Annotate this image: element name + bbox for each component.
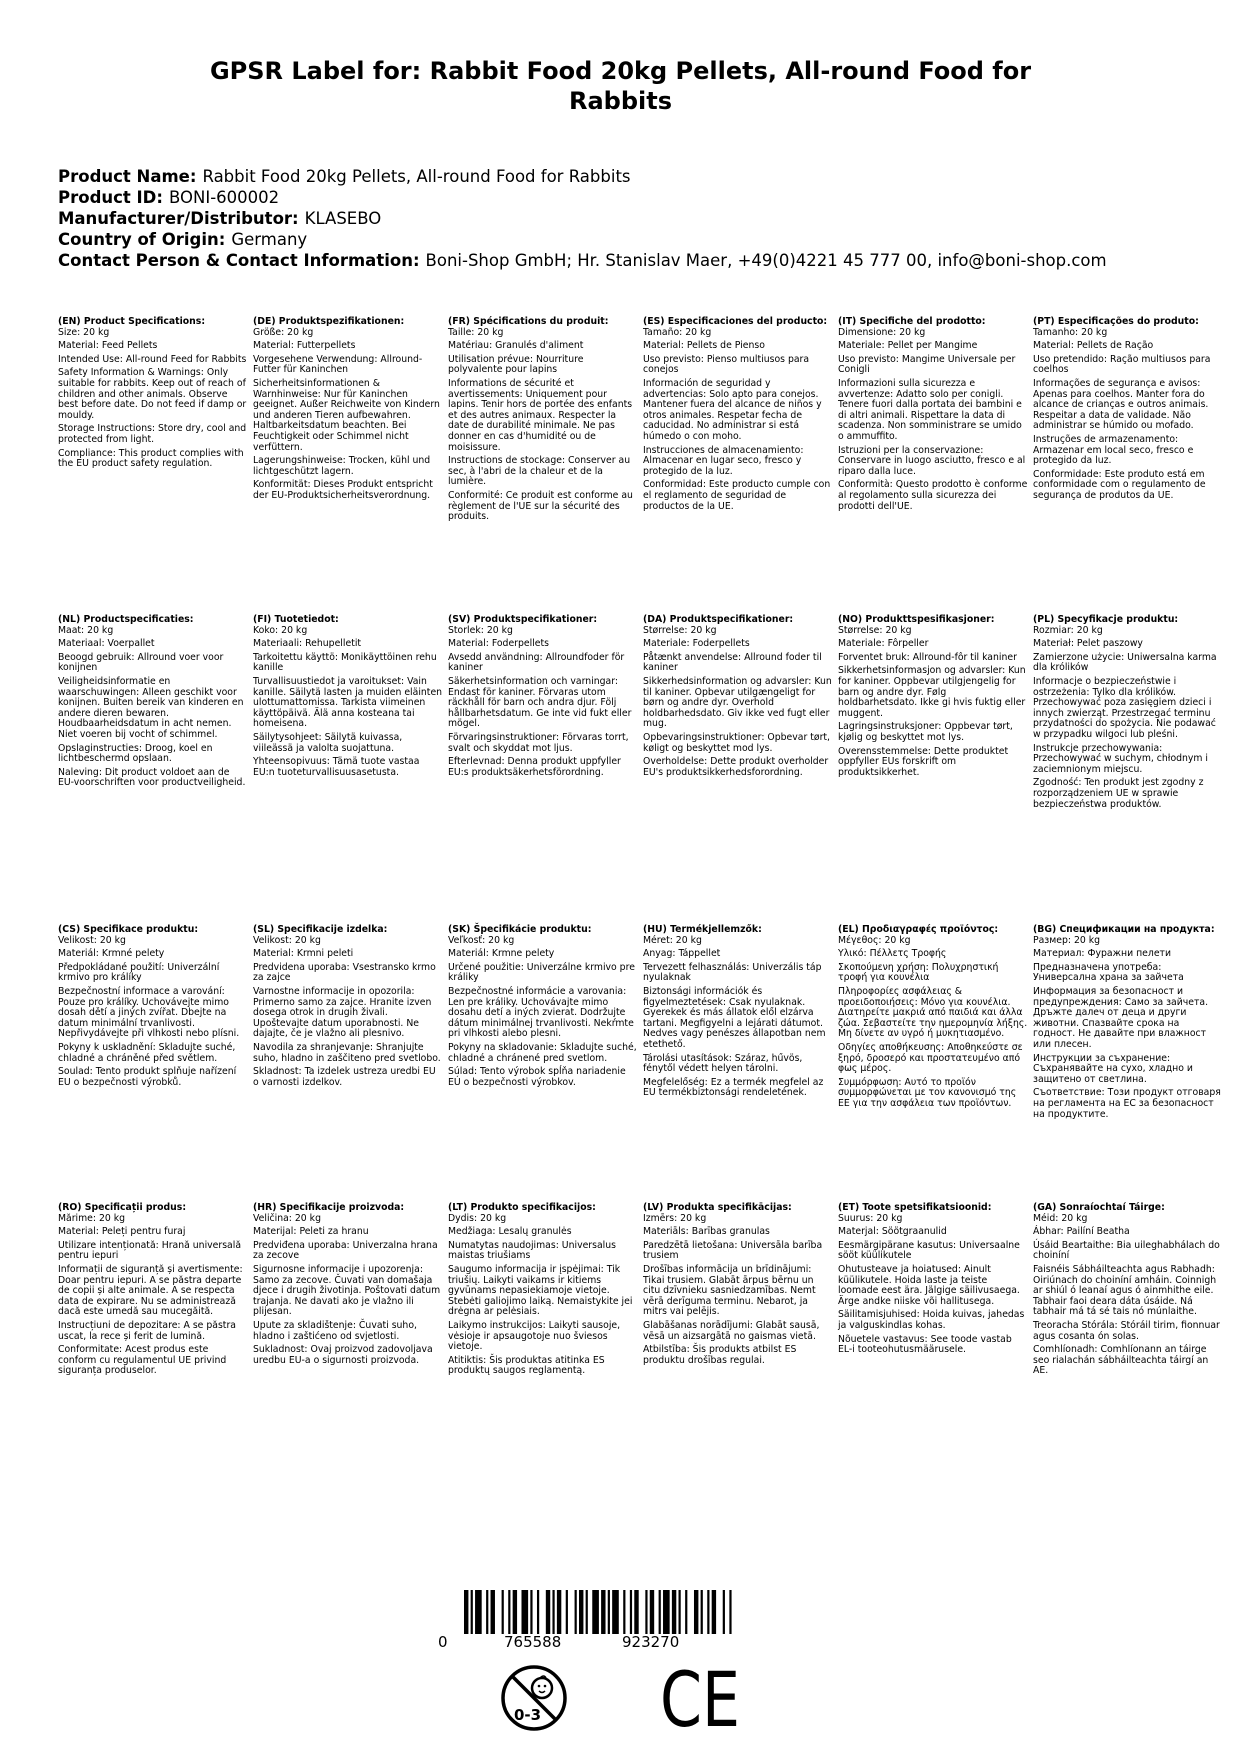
spec-section — [643, 1203, 833, 1369]
spec-item: Utilizare intenționată: Hrană universală pentru iepuri — [58, 1239, 242, 1262]
spec-section-heading: (NL) Productspecificaties: — [58, 614, 194, 625]
spec-item: Sikkerhedsinformation og advarsler: Kun til kaniner. Opbevar utilgængeligt for børn og andre dyr. Overhold holdbarhedsdato. Giv ikke ved fugt eller mug. — [643, 675, 832, 730]
spec-section — [253, 615, 443, 781]
spec-item: Información de seguridad y advertencias: Solo apto para conejos. Mantener fuera del alcance de niños y otros animales. Respetar fecha de caducidad. No administrar si está húmedo o con moho. — [643, 377, 822, 442]
spec-item: Atbilstība: Šis produkts atbilst ES produktu drošības regulai. — [643, 1344, 797, 1366]
spec-item: Materiale: Fôrpeller — [838, 638, 929, 650]
spec-item: Säkerhetsinformation och varningar: Endast för kaniner. Förvaras utom räckhåll för barn och andra djur. Följ hållbarhetsdatum. Ge inte vid fukt eller mögel. — [448, 675, 632, 730]
spec-item: Predviđena uporaba: Univerzalna hrana za zecove — [253, 1239, 438, 1262]
spec-item: Uso previsto: Pienso multiusos para conejos — [643, 353, 810, 376]
spec-item: Bezpečnostné informácie a varovania: Len pre králiky. Uchovávajte mimo dosahu detí a iných zvierat. Dodržujte dátum minimálnej trvanlivosti. Nekŕmte pri vlhkosti alebo plesni. — [448, 985, 634, 1040]
spec-item: Uso pretendido: Ração multiusos para coelhos — [1033, 353, 1211, 376]
info-row-contact: Contact Person & Contact Information: Boni-Shop GmbH; Hr. Stanislav Maer, +49(0)4221 45 777 00, info@boni-shop.com — [58, 251, 1107, 270]
spec-item: Größe: 20 kg — [253, 326, 314, 338]
spec-item: Size: 20 kg — [58, 326, 110, 338]
spec-item: Lagringsinstruksjoner: Oppbevar tørt, kjølig og beskyttet mot lys. — [838, 721, 1013, 743]
spec-section-heading: (LV) Produkta specifikācijas: — [643, 1202, 792, 1213]
spec-item: Zgodność: Ten produkt jest zgodny z rozporządzeniem UE w sprawie bezpieczeństwa produktów. — [1033, 777, 1204, 810]
spec-item: Informacje o bezpieczeństwie i ostrzeżenia: Tylko dla królików. Przechowywać poza zasięgiem dzieci i innych zwierząt. Przestrzegać terminu przydatności do spożycia. Nie podawać w przypadku wilgoci lub pleśni. — [1033, 675, 1216, 740]
barcode — [438, 1590, 748, 1652]
spec-section-heading: (SL) Specifikacije izdelka: — [253, 924, 388, 935]
spec-item: Numatytas naudojimas: Universalus maistas triušiams — [448, 1239, 616, 1262]
spec-item: Opslaginstructies: Droog, koel en lichtbeschermd opslaan. — [58, 742, 213, 765]
spec-section — [838, 317, 1028, 515]
spec-section-heading: (PL) Specyfikacje produktu: — [1033, 614, 1179, 625]
spec-item: Materjal: Söötgraanulid — [838, 1226, 947, 1238]
spec-section — [253, 1203, 443, 1369]
spec-item: Conformità: Questo prodotto è conforme al regolamento sulla sicurezza dei prodotti dell'UE. — [838, 479, 1028, 512]
spec-item: Forventet bruk: Allround-fôr til kaniner — [838, 651, 1017, 663]
spec-item: Faisnéis Sábháilteachta agus Rabhadh: Oiriúnach do choiníní amháin. Coinnigh ar shiúl ó leanaí agus ó ainmhithe eile. Tabhair faoi deara dáta úsáide. Ná tabhair má tá sé tais nó múnlaithe. — [1033, 1263, 1217, 1318]
spec-item: Treoracha Stórála: Stóráil tirim, fionnuar agus cosanta ón solas. — [1033, 1319, 1220, 1342]
spec-item: Velikost: 20 kg — [253, 934, 321, 946]
spec-item: Overholdelse: Dette produkt overholder EU's produktsikkerhedsforordning. — [643, 756, 829, 778]
spec-item: Säilitamisjuhised: Hoida kuivas, jahedas ja valguskindlas kohas. — [838, 1309, 1025, 1331]
spec-item: Navodila za shranjevanje: Shranjujte suho, hladno in zaščiteno pred svetlobo. — [253, 1041, 441, 1064]
spec-item: Soulad: Tento produkt splňuje nařízení EU o bezpečnosti výrobků. — [58, 1066, 237, 1088]
spec-item: Informações de segurança e avisos: Apenas para coelhos. Manter fora do alcance de crianças e outros animais. Respeitar a data de validade. Não administrar se húmido ou mofado. — [1033, 377, 1209, 432]
spec-section-heading: (ET) Toote spetsifikatsioonid: — [838, 1202, 992, 1213]
spec-item: Materiál: Krmne pelety — [448, 948, 555, 960]
spec-item: Opbevaringsinstruktioner: Opbevar tørt, køligt og beskyttet mod lys. — [643, 731, 830, 754]
spec-item: Conformidad: Este producto cumple con el reglamento de seguridad de productos de la UE. — [643, 479, 831, 512]
spec-item: Veiligheidsinformatie en waarschuwingen: Alleen geschikt voor konijnen. Buiten bereik van kinderen en andere dieren bewaren. Houdbaarheidsdatum in acht nemen. Niet voeren bij vocht of schimmel. — [58, 675, 244, 740]
spec-item: Οδηγίες αποθήκευσης: Αποθηκεύστε σε ξηρό, δροσερό και προστατευμένο από φως μέρος. — [838, 1041, 1023, 1075]
spec-item: Instrukcje przechowywania: Przechowywać w suchym, chłodnym i zaciemnionym miejscu. — [1033, 742, 1209, 775]
spec-section-heading: (FR) Spécifications du produit: — [448, 316, 609, 327]
spec-section — [1033, 615, 1223, 813]
spec-section — [448, 615, 638, 781]
spec-item: Материал: Фуражни пелети — [1033, 948, 1171, 960]
spec-item: Предназначена употреба: Универсална храна за зайчета — [1033, 961, 1184, 984]
spec-section-heading: (HR) Specifikacije proizvoda: — [253, 1202, 405, 1213]
spec-item: Avsedd användning: Allroundfoder för kaniner — [448, 651, 625, 674]
spec-item: Πληροφορίες ασφάλειας & προειδοποιήσεις: Μόνο για κουνέλια. Διατηρείτε μακριά από παιδιά και άλλα ζώα. Σεβαστείτε την ημερομηνία λήξης. Μη δίνετε αν υγρό ή μυκητιασμένο. — [838, 985, 1028, 1040]
spec-item: Ohutusteave ja hoiatused: Ainult küülikutele. Hoida laste ja teiste loomade eest ära. Jälgige säilivusaega. Ärge andke niiske või hallitusega. — [838, 1263, 1020, 1307]
spec-item: Ábhar: Pailíní Beatha — [1033, 1226, 1130, 1238]
spec-item: Naleving: Dit product voldoet aan de EU-voorschriften voor productveiligheid. — [58, 766, 246, 789]
spec-section — [838, 925, 1028, 1113]
spec-item: Suurus: 20 kg — [838, 1212, 903, 1224]
spec-section-heading: (EL) Προδιαγραφές προϊόντος: — [838, 924, 999, 935]
spec-item: Tamaño: 20 kg — [643, 326, 712, 338]
spec-item: Intended Use: All-round Feed for Rabbits — [58, 353, 247, 365]
spec-item: Materiál: Krmné pelety — [58, 948, 165, 960]
spec-item: Säilytysohjeet: Säilytä kuivassa, viileässä ja valolta suojattuna. — [253, 731, 403, 754]
spec-section — [58, 615, 248, 792]
spec-item: Σκοπούμενη χρήση: Πολυχρηστική τροφή για κουνέλια — [838, 961, 999, 984]
spec-item: Zamierzone użycie: Uniwersalna karma dla królików — [1033, 651, 1217, 674]
spec-item: Informații de siguranță și avertismente: Doar pentru iepuri. A se păstra departe de copii și alte animale. A se respecta data de expirare. Nu se administrează dacă este umedă sau mucegăită. — [58, 1263, 243, 1318]
spec-item: Информация за безопасност и предупреждения: Само за зайчета. Дръжте далеч от деца и други животни. Спазвайте срока на годност. Не давайте при влажност или плесен. — [1033, 985, 1209, 1050]
spec-section — [58, 1203, 248, 1380]
spec-item: Størrelse: 20 kg — [643, 624, 717, 636]
spec-item: Lagerungshinweise: Trocken, kühl und lichtgeschützt lagern. — [253, 455, 431, 477]
barcode-bars — [464, 1590, 736, 1634]
spec-section-heading: (PT) Especificações do produto: — [1033, 316, 1199, 327]
spec-item: Tervezett felhasználás: Univerzális táp nyulaknak — [643, 961, 822, 984]
spec-section-heading: (SK) Špecifikácie produktu: — [448, 924, 592, 935]
spec-item: Tamanho: 20 kg — [1033, 326, 1108, 338]
info-row-manufacturer: Manufacturer/Distributor: KLASEBO — [58, 209, 382, 228]
spec-item: Material: Feed Pellets — [58, 340, 158, 352]
spec-section — [448, 925, 638, 1091]
spec-section-heading: (HU) Termékjellemzők: — [643, 924, 762, 935]
spec-item: Maat: 20 kg — [58, 624, 114, 636]
spec-section — [58, 317, 248, 473]
not-for-children-0-3-icon — [500, 1662, 568, 1736]
spec-item: Storlek: 20 kg — [448, 624, 513, 636]
spec-item: Eesmärgipärane kasutus: Universaalne sööt küülikutele — [838, 1239, 1020, 1262]
spec-item: Yhteensopivuus: Tämä tuote vastaa EU:n tuoteturvallisuusasetusta. — [253, 756, 420, 778]
spec-item: Materijal: Peleti za hranu — [253, 1226, 369, 1238]
spec-item: Matériau: Granulés d'aliment — [448, 340, 584, 352]
spec-item: Conformité: Ce produit est conforme au règlement de l'UE sur la sécurité des produits. — [448, 489, 633, 523]
spec-item: Material: Pellets de Ração — [1033, 340, 1154, 352]
spec-item: Drošības informācija un brīdinājumi: Tikai trusiem. Glabāt ārpus bērnu un citu dzīvnieku sasniedzamības. Nemt vērā derīguma terminu. Nebarot, ja mitrs vai pelējis. — [643, 1263, 816, 1318]
spec-item: Material: Pellets de Pienso — [643, 340, 765, 352]
spec-item: Konformität: Dieses Produkt entspricht der EU-Produktsicherheitsverordnung. — [253, 479, 433, 501]
spec-section-heading: (LT) Produkto specifikacijos: — [448, 1202, 596, 1213]
spec-section-heading: (NO) Produkttspesifikasjoner: — [838, 614, 995, 625]
spec-item: Medžiaga: Lesalų granulės — [448, 1226, 572, 1238]
spec-item: Paredzētā lietošana: Universāla barība trusiem — [643, 1239, 823, 1262]
spec-section — [448, 317, 638, 526]
spec-item: Material: Krmni peleti — [253, 948, 354, 960]
spec-section — [253, 317, 443, 505]
spec-item: Laikymo instrukcijos: Laikyti sausoje, vėsioje ir apsaugotoje nuo šviesos vietoje. — [448, 1319, 621, 1353]
spec-item: Vorgesehene Verwendung: Allround-Futter für Kaninchen — [253, 353, 423, 376]
spec-section — [1033, 925, 1223, 1123]
spec-item: Upute za skladištenje: Čuvati suho, hladno i zaštićeno od svjetlosti. — [253, 1319, 417, 1342]
info-row-country: Country of Origin: Germany — [58, 230, 308, 249]
spec-item: Material: Futterpellets — [253, 340, 356, 352]
spec-section — [1033, 1203, 1223, 1380]
spec-item: Varnostne informacije in opozorila: Primerno samo za zajce. Hranite izven dosega otrok in drugih živali. Upoštevajte datum uporabnosti. Ne dajajte, če je vlažno ali plesnivo. — [253, 985, 432, 1040]
spec-section — [1033, 317, 1223, 505]
spec-item: Informations de sécurité et avertissements: Uniquement pour lapins. Tenir hors de portée des enfants et des autres animaux. Respecter la date de durabilité minimale. Ne pas donner en cas d'humidité ou de moisissure. — [448, 377, 633, 453]
spec-item: Uso previsto: Mangime Universale per Conigli — [838, 353, 1016, 376]
spec-item: Съответствие: Този продукт отговаря на регламента на ЕС за безопасност на продуктите. — [1033, 1087, 1221, 1120]
spec-item: Dydis: 20 kg — [448, 1212, 507, 1224]
spec-section — [253, 925, 443, 1091]
spec-item: Инструкции за съхранение: Съхранявайте на сухо, хладно и защитено от светлина. — [1033, 1052, 1193, 1085]
svg-text:CE: CE — [660, 1655, 740, 1744]
barcode-digits-mid: 765588 — [504, 1633, 562, 1651]
spec-item: Méret: 20 kg — [643, 934, 702, 946]
spec-item: Velikost: 20 kg — [58, 934, 126, 946]
spec-item: Turvallisuustiedot ja varoitukset: Vain kanille. Säilytä lasten ja muiden eläinten ulottumattomissa. Tarkista viimeinen käyttöpäivä. Älä anna kosteana tai homeisena. — [253, 675, 443, 730]
spec-section-heading: (SV) Produktspecifikationer: — [448, 614, 598, 625]
spec-item: Sigurnosne informacije i upozorenja: Samo za zecove. Čuvati van domašaja djece i drugih životinja. Poštovati datum trajanja. Ne davati ako je vlažno ili plijesan. — [253, 1263, 441, 1318]
spec-item: Tarkoitettu käyttö: Monikäyttöinen rehu kanille — [253, 651, 437, 674]
spec-item: Izmērs: 20 kg — [643, 1212, 707, 1224]
info-row-product-name: Product Name: Rabbit Food 20kg Pellets, All-round Food for Rabbits — [58, 167, 631, 186]
spec-item: Materiale: Pellet per Mangime — [838, 340, 978, 352]
spec-item: Beoogd gebruik: Allround voer voor konijnen — [58, 651, 224, 674]
info-row-product-id: Product ID: BONI-600002 — [58, 188, 280, 207]
spec-item: Påtænkt anvendelse: Allround foder til kaniner — [643, 651, 822, 674]
spec-item: Atitiktis: Šis produktas atitinka ES produktų saugos reglamentą. — [448, 1354, 605, 1377]
barcode-digit-left: 0 — [438, 1633, 448, 1651]
spec-item: Material: Peleți pentru furaj — [58, 1226, 186, 1238]
spec-item: Materiaali: Rehupelletit — [253, 638, 362, 650]
spec-section-heading: (ES) Especificaciones del producto: — [643, 316, 828, 327]
svg-text:0-3: 0-3 — [514, 1706, 542, 1724]
spec-item: Materiāls: Barības granulas — [643, 1226, 770, 1238]
spec-section — [838, 1203, 1028, 1359]
spec-item: Instrucțiuni de depozitare: A se păstra uscat, la rece și ferit de lumină. — [58, 1319, 236, 1342]
spec-item: Pokyny k uskladnění: Skladujte suché, chladné a chráněné před světlem. — [58, 1041, 236, 1064]
spec-item: Dimensione: 20 kg — [838, 326, 926, 338]
spec-item: Rozmiar: 20 kg — [1033, 624, 1103, 636]
spec-item: Υλικό: Πέλλετς Τροφής — [838, 948, 947, 960]
spec-item: Safety Information & Warnings: Only suitable for rabbits. Keep out of reach of children and other animals. Observe best before date. Do not feed if damp or mouldy. — [58, 367, 247, 421]
spec-item: Súlad: Tento výrobok spĺňa nariadenie EÚ o bezpečnosti výrobkov. — [448, 1066, 626, 1088]
spec-item: Anyag: Táppellet — [643, 948, 721, 960]
spec-item: Storage Instructions: Store dry, cool and protected from light. — [58, 423, 247, 445]
spec-section — [838, 615, 1028, 781]
spec-item: Размер: 20 kg — [1033, 934, 1101, 946]
spec-item: Conformidade: Este produto está em conformidade com o regulamento de segurança de produtos da UE. — [1033, 468, 1206, 501]
spec-item: Istruzioni per la conservazione: Conservare in luogo asciutto, fresco e al riparo dalla luce. — [838, 444, 1026, 477]
spec-item: Glabāšanas norādījumi: Glabāt sausā, vēsā un aizsargātā no gaismas vietā. — [643, 1319, 820, 1342]
spec-section-heading: (EN) Product Specifications: — [58, 316, 206, 327]
spec-section-heading: (GA) Sonraíochtaí Táirge: — [1033, 1202, 1165, 1213]
spec-item: Nõuetele vastavus: See toode vastab EL-i tooteohutusmäärusele. — [838, 1333, 1012, 1356]
spec-item: Förvaringsinstruktioner: Förvaras torrt, svalt och skyddat mot ljus. — [448, 731, 629, 754]
spec-item: Předpokládané použití: Univerzální krmivo pro králíky — [58, 961, 220, 984]
spec-item: Συμμόρφωση: Αυτό το προϊόν συμμορφώνεται με τον κανονισμό της ΕΕ για την ασφάλεια των προϊόντων. — [838, 1076, 1017, 1109]
spec-item: Úsáid Beartaithe: Bia uileghabhálach do choiníní — [1033, 1239, 1220, 1262]
spec-item: Bezpečnostní informace a varování: Pouze pro králíky. Uchovávejte mimo dosah dětí a jiných zvířat. Dbejte na datum minimální trvanlivosti. Nepřivydávejte při vlhkosti nebo plísni. — [58, 985, 240, 1040]
spec-item: Veličina: 20 kg — [253, 1212, 321, 1224]
spec-item: Predvidena uporaba: Vsestransko krmo za zajce — [253, 961, 436, 984]
spec-item: Instrucciones de almacenamiento: Almacenar en lugar seco, fresco y protegido de la luz. — [643, 444, 804, 477]
spec-item: Comhlíonadh: Comhlíonann an táirge seo rialachán sábháilteachta táirgí an AE. — [1033, 1344, 1209, 1377]
spec-item: Compliance: This product complies with the EU product safety regulation. — [58, 447, 244, 470]
spec-item: Sikkerhetsinformasjon og advarsler: Kun for kaniner. Oppbevar utilgjengelig for barn og andre dyr. Følg holdbarhetsdato. Ikke gi hvis fuktig eller muggent. — [838, 665, 1026, 719]
product-info — [58, 166, 1198, 271]
spec-item: Conformitate: Acest produs este conform cu regulamentul UE privind siguranța produselor. — [58, 1344, 227, 1377]
spec-item: Sicherheitsinformationen & Warnhinweise: Nur für Kaninchen geeignet. Außer Reichweite von Kindern und anderen Tieren aufbewahren. Haltbarkeitsdatum beachten. Bei Feuchtigkeit oder Schimmel nicht verfüttern. — [253, 377, 440, 453]
spec-section-heading: (FI) Tuotetiedot: — [253, 614, 339, 625]
spec-section — [58, 925, 248, 1091]
ce-mark-icon — [660, 1655, 742, 1744]
spec-section — [643, 615, 833, 781]
barcode-digits-right: 923270 — [622, 1633, 680, 1651]
spec-item: Skladnost: Ta izdelek ustreza uredbi EU o varnosti izdelkov. — [253, 1066, 436, 1088]
spec-item: Sukladnost: Ovaj proizvod zadovoljava uredbu EU-a o sigurnosti proizvoda. — [253, 1344, 433, 1366]
spec-item: Mărime: 20 kg — [58, 1212, 126, 1224]
spec-section-heading: (DE) Produktspezifikationen: — [253, 316, 405, 327]
spec-section-heading: (CS) Specifikace produktu: — [58, 924, 199, 935]
spec-item: Tárolási utasítások: Száraz, hűvös, fénytől védett helyen tárolni. — [643, 1052, 803, 1075]
spec-item: Materiale: Foderpellets — [643, 638, 750, 650]
spec-item: Materiaal: Voerpallet — [58, 638, 155, 650]
spec-section-heading: (RO) Specificații produs: — [58, 1202, 187, 1213]
spec-item: Méid: 20 kg — [1033, 1212, 1088, 1224]
spec-item: Overensstemmelse: Dette produktet oppfyller EUs forskrift om produktsikkerhet. — [838, 745, 1009, 778]
spec-item: Saugumo informacija ir įspėjimai: Tik triušių. Laikyti vaikams ir kitiems gyvūnams nepasiekiamoje vietoje. Stebėti galiojimo laiką. Nemaistykite jei drėgna ar pelėsiais. — [448, 1263, 633, 1318]
spec-item: Efterlevnad: Denna produkt uppfyller EU:s produktsäkerhetsförordning. — [448, 756, 621, 778]
spec-item: Koko: 20 kg — [253, 624, 308, 636]
spec-item: Instruções de armazenamento: Armazenar em local seco, fresco e protegido da luz. — [1033, 433, 1194, 467]
spec-item: Biztonsági információk és figyelmeztetések: Csak nyulaknak. Gyerekek és más állatok elől elzárva tartani. Megfigyelni a lejárati dátumot. Nedves vagy penészes állapotban nem etethető. — [643, 985, 826, 1050]
spec-item: Μέγεθος: 20 kg — [838, 934, 911, 946]
spec-item: Taille: 20 kg — [448, 326, 504, 338]
spec-item: Veľkosť: 20 kg — [448, 934, 515, 946]
spec-item: Určené použitie: Univerzálne krmivo pre králiky — [448, 961, 635, 984]
spec-section-heading: (BG) Спецификации на продукта: — [1033, 924, 1215, 935]
spec-item: Informazioni sulla sicurezza e avvertenze: Adatto solo per conigli. Tenere fuori dalla portata dei bambini e di altri animali. Rispettare la data di scadenza. Non somministrare se umido o ammuffito. — [838, 377, 1022, 442]
spec-item: Material: Foderpellets — [448, 638, 549, 650]
spec-section — [643, 925, 833, 1102]
spec-item: Materiał: Pelet paszowy — [1033, 638, 1143, 650]
spec-item: Pokyny na skladovanie: Skladujte suché, chladné a chránené pred svetlom. — [448, 1041, 637, 1064]
spec-section — [448, 1203, 638, 1380]
spec-item: Størrelse: 20 kg — [838, 624, 912, 636]
page-title: GPSR Label for: Rabbit Food 20kg Pellets, All-round Food for Rabbits — [209, 57, 1032, 115]
spec-section-heading: (DA) Produktspecifikationer: — [643, 614, 794, 625]
spec-section — [643, 317, 833, 515]
spec-item: Instructions de stockage: Conserver au sec, à l'abri de la chaleur et de la lumière. — [448, 455, 631, 488]
spec-item: Utilisation prévue: Nourriture polyvalente pour lapins — [448, 353, 584, 376]
spec-section-heading: (IT) Specifiche del prodotto: — [838, 316, 986, 327]
spec-item: Megfelelőség: Ez a termék megfelel az EU termékbiztonsági rendeletének. — [643, 1076, 824, 1099]
